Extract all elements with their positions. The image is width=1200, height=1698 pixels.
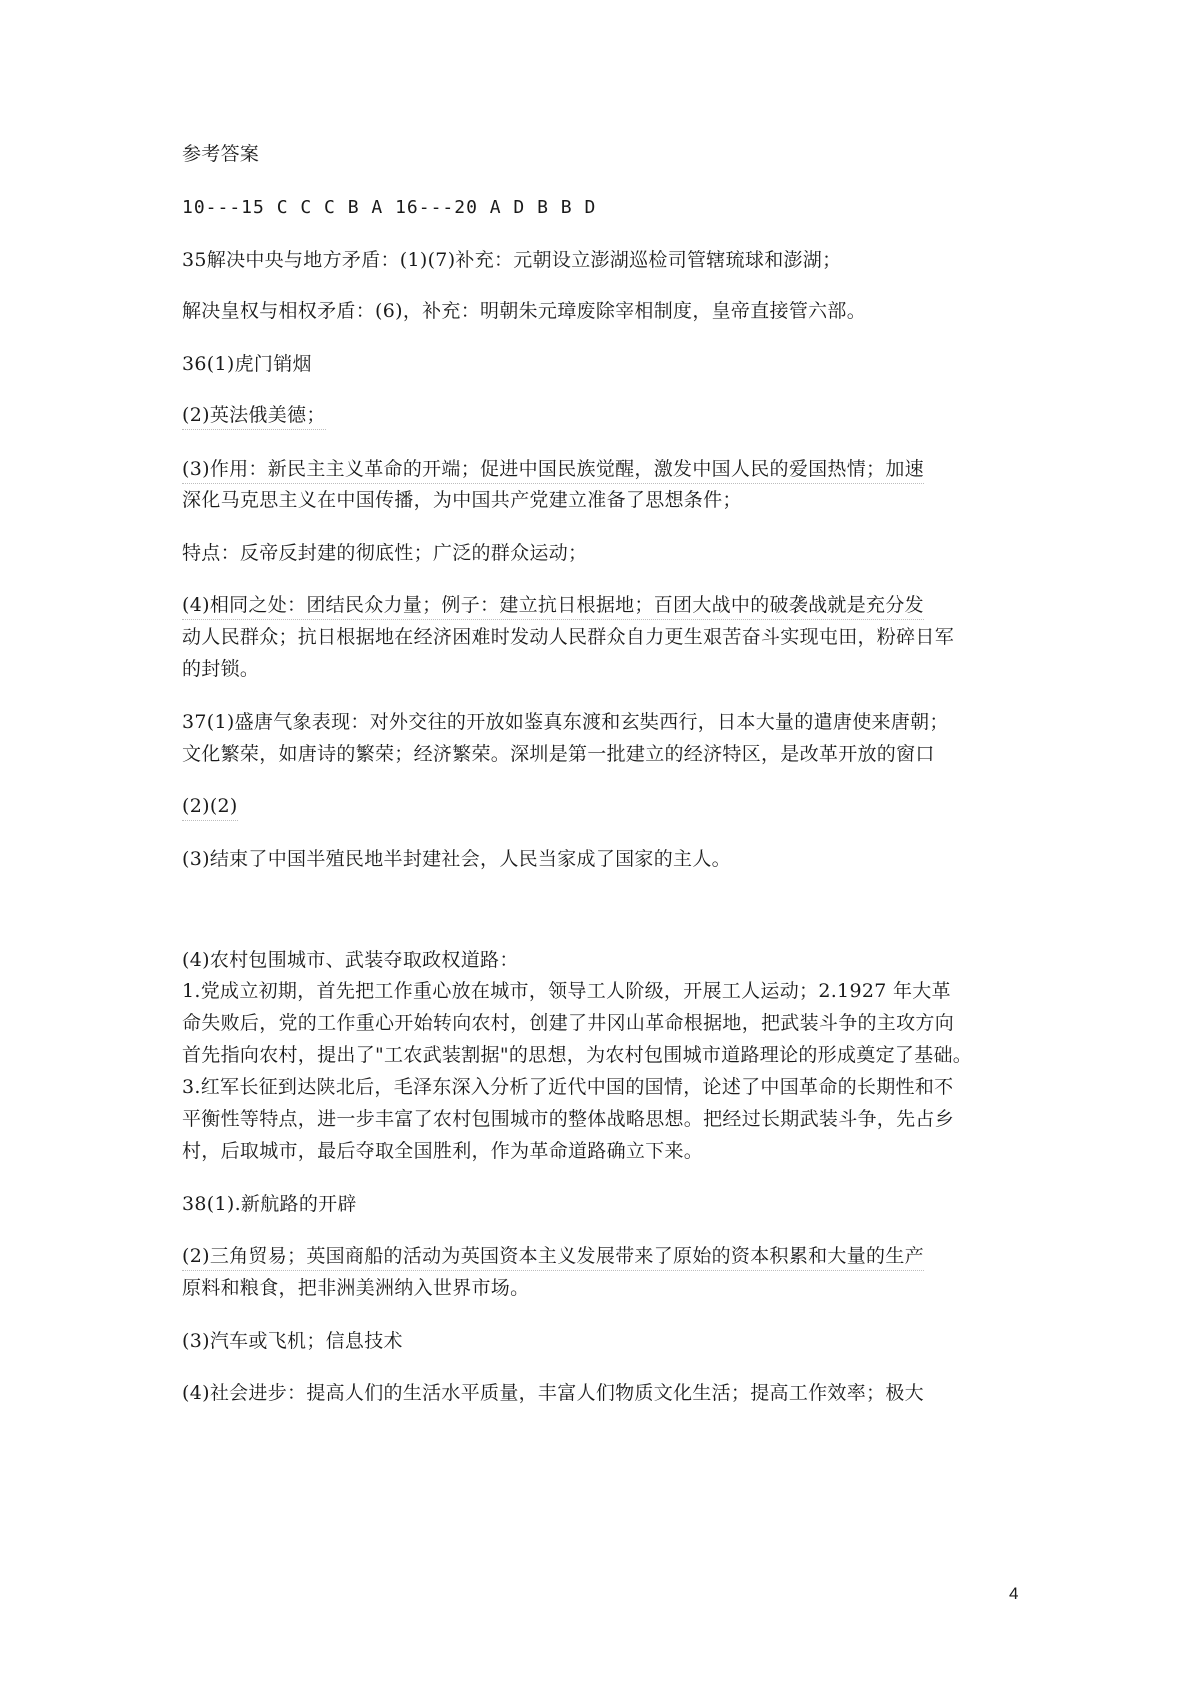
q38-part-2-line-1: (2)三角贸易；英国商船的活动为英国资本主义发展带来了原始的资本积累和大量的生产 — [182, 1244, 924, 1271]
q37-part-3: (3)结束了中国半殖民地半封建社会，人民当家成了国家的主人。 — [182, 848, 731, 870]
q36-part-3-line-1: (3)作用：新民主主义革命的开端；促进中国民族觉醒，激发中国人民的爱国热情；加速 — [182, 457, 924, 484]
q36-part-4-line-2: 动人民群众；抗日根据地在经济困难时发动人民群众自力更生艰苦奋斗实现屯田，粉碎日军 — [182, 626, 955, 648]
q36-part-4-line-1: (4)相同之处：团结民众力量；例子：建立抗日根据地；百团大战中的破袭战就是充分发 — [182, 593, 924, 620]
q35-line-1: 35解决中央与地方矛盾：(1)(7)补充：元朝设立澎湖巡检司管辖琉球和澎湖； — [182, 249, 842, 271]
page-number: 4 — [1009, 1584, 1019, 1603]
q37-part-4-line-4: 首先指向农村，提出了"工农武装割据"的思想，为农村包围城市道路理论的形成奠定了基础。 — [182, 1044, 973, 1066]
q37-part-4-line-3: 命失败后，党的工作重心开始转向农村，创建了井冈山革命根据地，把武装斗争的主攻方向 — [182, 1012, 955, 1034]
q37-part-2: (2)(2) — [182, 794, 238, 821]
q37-part-4-line-5: 3.红军长征到达陕北后，毛泽东深入分析了近代中国的国情，论述了中国革命的长期性和不 — [182, 1076, 954, 1098]
q38-part-2-line-2: 原料和粮食，把非洲美洲纳入世界市场。 — [182, 1277, 530, 1299]
multiple-choice-answers: 10---15 C C C B A 16---20 A D B B D — [182, 197, 597, 218]
q36-part-2: (2)英法俄美德； — [182, 403, 326, 430]
q35-line-2: 解决皇权与相权矛盾：(6)，补充：明朝朱元璋废除宰相制度，皇帝直接管六部。 — [182, 300, 867, 322]
q37-part-4-line-7: 村，后取城市，最后夺取全国胜利，作为革命道路确立下来。 — [182, 1140, 704, 1162]
q36-part-3-line-2: 深化马克思主义在中国传播，为中国共产党建立准备了思想条件； — [182, 489, 742, 511]
page-heading: 参考答案 — [182, 143, 260, 165]
q37-part-1-line-2: 文化繁荣，如唐诗的繁荣；经济繁荣。深圳是第一批建立的经济特区，是改革开放的窗口 — [182, 743, 935, 765]
q36-part-1: 36(1)虎门销烟 — [182, 353, 312, 375]
q38-part-3: (3)汽车或飞机；信息技术 — [182, 1330, 403, 1352]
q37-part-4-heading: (4)农村包围城市、武装夺取政权道路： — [182, 949, 519, 971]
q36-part-4-line-3: 的封锁。 — [182, 658, 260, 680]
q37-part-4-line-6: 平衡性等特点，进一步丰富了农村包围城市的整体战略思想。把经过长期武装斗争，先占乡 — [182, 1108, 955, 1130]
q37-part-1-line-1: 37(1)盛唐气象表现：对外交往的开放如鉴真东渡和玄奘西行，日本大量的遣唐使来唐朝； — [182, 711, 949, 733]
q38-part-4: (4)社会进步：提高人们的生活水平质量，丰富人们物质文化生活；提高工作效率；极大 — [182, 1382, 924, 1404]
q36-features: 特点：反帝反封建的彻底性；广泛的群众运动； — [182, 542, 588, 564]
q38-part-1: 38(1).新航路的开辟 — [182, 1193, 357, 1215]
q37-part-4-line-2: 1.党成立初期，首先把工作重心放在城市，领导工人阶级，开展工人运动；2.1927 年大革 — [182, 980, 951, 1002]
